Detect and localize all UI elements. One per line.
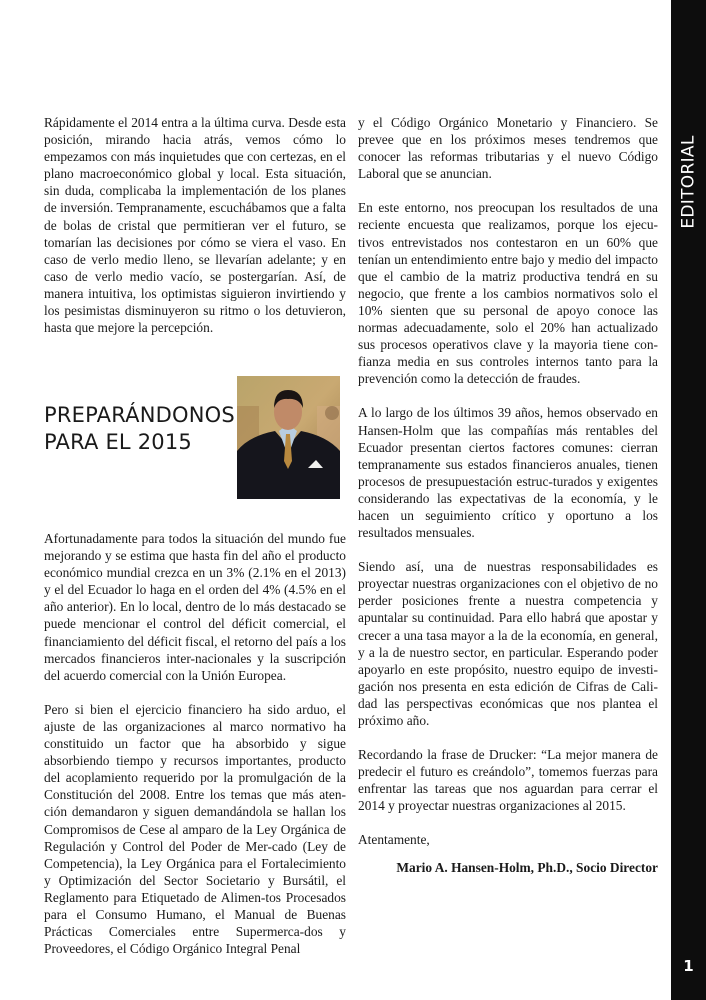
body-paragraph: Siendo así, una de nuestras responsabilidades es proyectar nuestras organizaciones con el objetivo de no perder posiciones frente a nuestra competencia y apuntalar su continuidad. Para ello habrá que apostar y crecer a una tasa mayor a la de la economía, en general, y a la de nuestro sector, en particular. Esperando poder apoyarlo en este propósito, nuestro equipo de investi-gación nos presenta en esta edición de Cifras de Cali-dad las perspectivas económicas que nos plantea el próximo año.: [358, 559, 658, 728]
body-paragraph: y el Código Orgánico Monetario y Financiero. Se prevee que en los próximos meses tendremos que conocer las reformas tributarias y el nuevo Código Laboral que se anuncian.: [358, 115, 658, 182]
body-paragraph: Recordando la frase de Drucker: “La mejor manera de predecir el futuro es creándolo”, tomemos fuerzas para enfrentar las tareas que nos aguardan para cerrar el 2014 y proyectar nuestras organizaciones al 2015.: [358, 747, 658, 814]
body-paragraph: En este entorno, nos preocupan los resultados de una reciente encuesta que realizamos, porque los ejecu-tivos entrevistados nos contestaron en un 60% que tenían un entendimiento entre bajo y medio del impacto que el cambio de la matriz productiva tendrá en su negocio, que frente a los cambios normativos solo el 10% sienten que su personal de apoyo conoce las normas adecuadamente, solo el 20% han actualizado sus procesos operativos clave y la mayoria tiene con-fianza media en sus controles internos tanto para la prevención como la detección de fraudes.: [358, 200, 658, 387]
intro-paragraph: Rápidamente el 2014 entra a la última curva. Desde esta posición, mirando hacia atrás, vemos cómo lo empezamos con más inquietudes que con certezas, en el plano macroeconómico global y local. Esta situación, sin duda, complicaba la implementación de los planes de inversión. Tempranamente, escuchábamos que a falta de bolas de cristal que permitieran ver el futuro, se tomarían las decisiones por cómo se viera el vaso. En caso de verlo medio lleno, se llevarían adelante; y en caso de verlo medio vacío, se postergarían. Así, de manera intuitiva, los optimistas siguieron invirtiendo y los pesimistas disminuyeron su ritmo o los detuvieron, hasta que mejore la percepción.: [44, 115, 346, 336]
page-number: 1: [683, 957, 694, 975]
author-portrait-image: [237, 376, 340, 499]
author-signature: Mario A. Hansen-Holm, Ph.D., Socio Director: [396, 859, 658, 875]
section-label-text: EDITORIAL: [678, 135, 699, 229]
heading-line-1: PREPARÁNDONOS: [44, 403, 235, 427]
closing-salutation: Atentamente,: [358, 832, 430, 848]
body-paragraph: A lo largo de los últimos 39 años, hemos observado en Hansen-Holm que las compañías más rentables del Ecuador presentan ciertos factores comunes: cierran tempranamente sus estados financieros anuales, tienen procesos de presupuestación estruc-turados y exigentes considerando las expectativas de la economía, y le hacen un seguimiento crítico y oportuno a los resultados mensuales.: [358, 405, 658, 541]
section-heading: [44, 402, 234, 456]
body-paragraph: Afortunadamente para todos la situación del mundo fue mejorando y se estima que hasta fin del año el producto económico mundial crezca en un 3% (2.1% en el 2013) y el del Ecuador lo haga en el orden del 4% (4.5% en el año anterior). En lo local, dentro de lo más destacado se puede mencionar el control del déficit comercial, el financiamiento del déficit fiscal, el retorno del país a los mercados financieros inter-nacionales y la suscripción del acuerdo comercial con la Unión Europea.: [44, 531, 346, 683]
section-label: [671, 118, 706, 246]
right-column: [358, 114, 658, 876]
body-paragraph: Pero si bien el ejercicio financiero ha sido arduo, el ajuste de las organizaciones al marco normativo ha constituido un factor que ha absorbido y sigue absorbiendo tiempo y recursos importantes, producto del acoplamiento requerido por la promulgación de la Constitución del 2008. Entre los temas que más aten-ción demandaron y siguen demandándola se hallan los Compromisos de Cese al amparo de la Ley Orgánica de Regulación y Control del Poder de Mer-cado (Ley de Competencia), la Ley Orgánica para el Fortalecimiento y Optimización del Sector Societario y Bursátil, el Reglamento para Etiquetado de Alimen-tos Procesados para el Consumo Humano, el Manual de Buenas Prácticas Comerciales entre Supermerca-dos y Proveedores, el Código Orgánico Integral Penal: [44, 701, 346, 957]
heading-line-2: PARA EL 2015: [44, 430, 192, 454]
author-portrait: [237, 376, 340, 499]
left-column-body: [44, 530, 346, 974]
left-column-intro: [44, 114, 346, 353]
